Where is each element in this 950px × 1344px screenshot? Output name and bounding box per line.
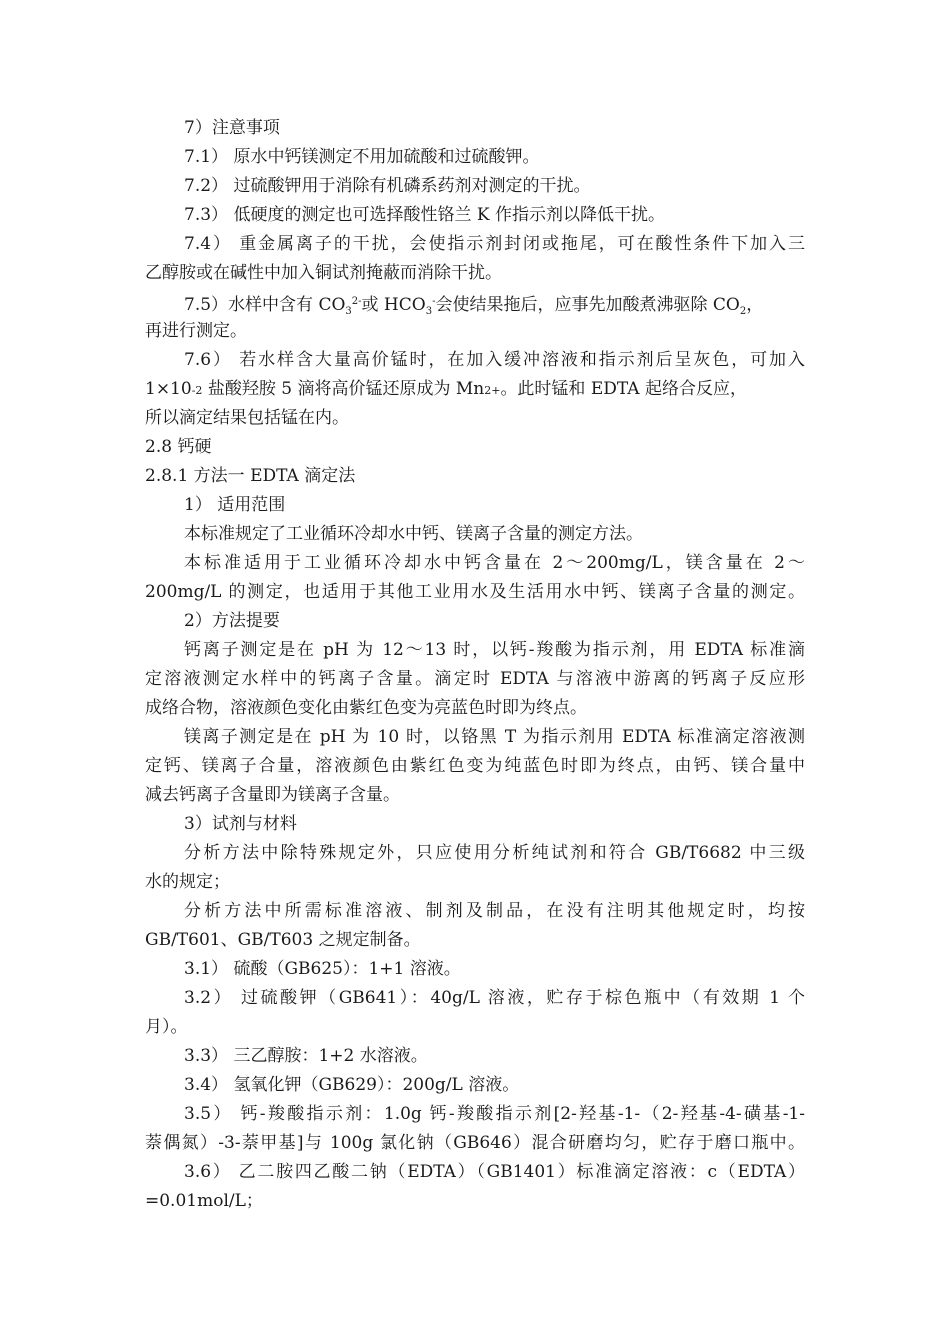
note-7-6-small-b: 2+ (484, 384, 501, 397)
heading-notes: 7）注意事项 (184, 118, 280, 138)
reagents-heading: 3）试剂与材料 (184, 814, 297, 834)
reagent-3-1: 3.1） 硫酸（GB625）：1+1 溶液。 (184, 959, 461, 979)
reagent-3-5-line2: 萘偶氮）-3-萘甲基]与 100g 氯化钠（GB646）混合研磨均匀，贮存于磨口瓶中。 (145, 1133, 805, 1153)
note-7-5-sub-a: 3 (345, 306, 352, 317)
note-7-5-text-b: 或 HCO (361, 295, 426, 315)
reagent-3-5-line1: 3.5） 钙-羧酸指示剂：1.0g 钙-羧酸指示剂[2-羟基-1-（2-羟基-4-磺基-1- (184, 1104, 805, 1124)
note-7-5-line2: 再进行测定。 (145, 321, 247, 341)
section-2-8-1-heading: 2.8.1 方法一 EDTA 滴定法 (145, 466, 356, 486)
method-para1-line1: 钙离子测定是在 pH 为 12～13 时，以钙-羧酸为指示剂，用 EDTA 标准滴 (184, 640, 805, 660)
reagent-3-6-line1: 3.6） 乙二胺四乙酸二钠（EDTA）（GB1401）标准滴定溶液：c（EDTA） (184, 1162, 805, 1182)
note-7-2: 7.2） 过硫酸钾用于消除有机磷系药剂对测定的干扰。 (184, 176, 591, 196)
note-7-6-text-c: 。此时锰和 EDTA 起络合反应， (500, 379, 747, 399)
note-7-1: 7.1） 原水中钙镁测定不用加硫酸和过硫酸钾。 (184, 147, 540, 167)
note-7-6-line2 (145, 375, 747, 403)
reagents-para2-line2: GB/T601、GB/T603 之规定制备。 (145, 930, 421, 950)
reagent-3-3: 3.3） 三乙醇胺：1+2 水溶液。 (184, 1046, 428, 1066)
section-2-8-heading: 2.8 钙硬 (145, 437, 212, 457)
method-para1-line2: 定溶液测定水样中的钙离子含量。滴定时 EDTA 与溶液中游离的钙离子反应形 (145, 669, 805, 689)
method-heading: 2）方法提要 (184, 611, 280, 631)
method-para1-line3: 成络合物，溶液颜色变化由紫红色变为亮蓝色时即为终点。 (145, 698, 587, 718)
reagents-para1-line2: 水的规定； (145, 872, 230, 892)
note-7-4-line1: 7.4） 重金属离子的干扰，会使指示剂封闭或拖尾，可在酸性条件下加入三 (184, 234, 805, 254)
note-7-5-sup-b: - (432, 296, 436, 307)
scope-para2-line1: 本标准适用于工业循环冷却水中钙含量在 2～200mg/L，镁含量在 2～ (184, 553, 805, 573)
note-7-5-text-d: ， (746, 295, 764, 315)
note-7-5-sub-b: 3 (425, 306, 433, 317)
note-7-6-line3: 所以滴定结果包括锰在内。 (145, 408, 349, 428)
note-7-6-line1: 7.6） 若水样含大量高价锰时，在加入缓冲溶液和指示剂后呈灰色，可加入 (184, 350, 805, 370)
method-para2-line2: 定钙、镁离子合量，溶液颜色由紫红色变为纯蓝色时即为终点，由钙、镁合量中 (145, 756, 805, 776)
note-7-5-sub-c: 2 (739, 306, 747, 317)
note-7-3: 7.3） 低硬度的测定也可选择酸性铬兰 K 作指示剂以降低干扰。 (184, 205, 665, 225)
note-7-6-text-b: 盐酸羟胺 5 滴将高价锰还原成为 Mn (202, 379, 485, 399)
reagent-3-6-line2: =0.01mol/L； (145, 1191, 263, 1211)
method-para2-line3: 减去钙离子含量即为镁离子含量。 (145, 785, 400, 805)
reagent-3-2-line1: 3.2） 过硫酸钾（GB641）：40g/L 溶液，贮存于棕色瓶中（有效期 1 个 (184, 988, 805, 1008)
reagents-para2-line1: 分析方法中所需标准溶液、制剂及制品，在没有注明其他规定时，均按 (184, 901, 805, 921)
note-7-6-text-a: 1×10 (145, 379, 192, 399)
reagent-3-2-line2: 月）。 (145, 1017, 188, 1037)
reagent-3-4: 3.4） 氢氧化钾（GB629）：200g/L 溶液。 (184, 1075, 520, 1095)
method-para2-line1: 镁离子测定是在 pH 为 10 时，以铬黑 T 为指示剂用 EDTA 标准滴定溶液测 (184, 727, 805, 747)
note-7-5-text-a: 7.5）水样中含有 CO (184, 295, 346, 315)
note-7-5-text-c: 会使结果拖后，应事先加酸煮沸驱除 CO (435, 295, 740, 315)
reagents-para1-line1: 分析方法中除特殊规定外，只应使用分析纯试剂和符合 GB/T6682 中三级 (184, 843, 805, 863)
note-7-5-line1 (184, 288, 763, 316)
scope-para1: 本标准规定了工业循环冷却水中钙、镁离子含量的测定方法。 (184, 524, 643, 544)
note-7-6-small-a: -2 (191, 384, 203, 397)
scope-heading: 1） 适用范围 (184, 495, 286, 515)
note-7-4-line2: 乙醇胺或在碱性中加入铜试剂掩蔽而消除干扰。 (145, 263, 502, 283)
scope-para2-line2: 200mg/L 的测定，也适用于其他工业用水及生活用水中钙、镁离子含量的测定。 (145, 582, 805, 602)
note-7-5-sup-a: 2- (351, 296, 362, 307)
